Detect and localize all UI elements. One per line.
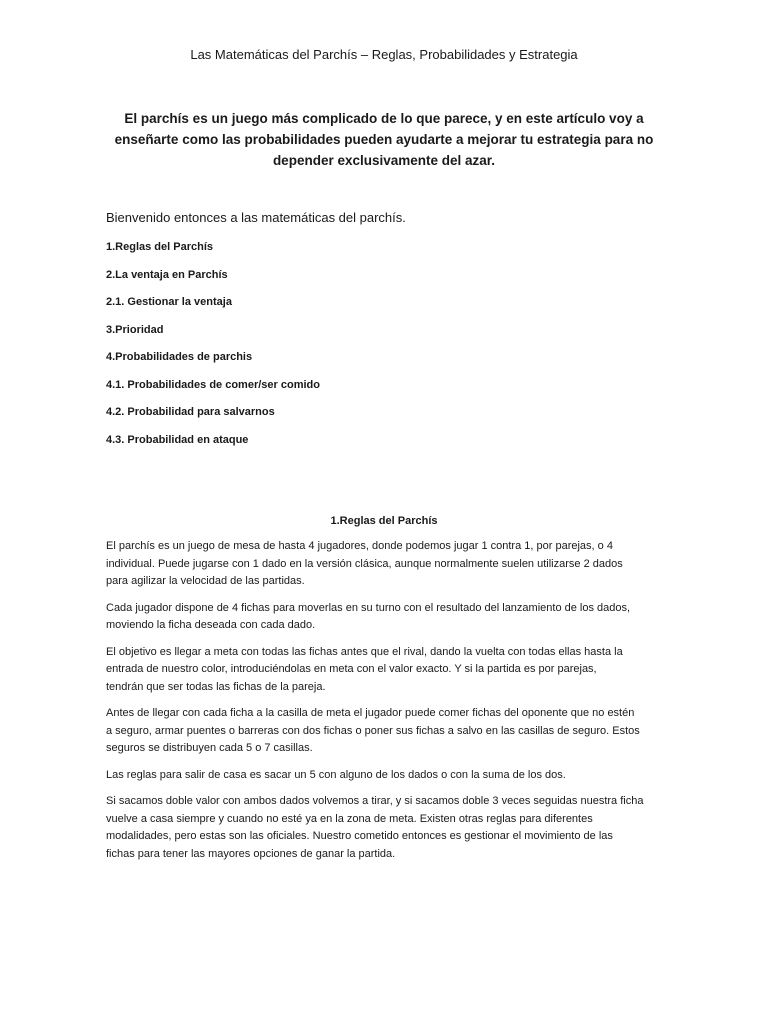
text-line: tendrán que ser todas las fichas de la pareja. xyxy=(106,680,326,693)
intro-paragraph xyxy=(110,108,658,171)
body-paragraph xyxy=(106,538,666,591)
text-line: vuelve a casa siempre y cuando no esté ya en la zona de meta. Existen otras reglas para diferentes xyxy=(106,812,593,825)
toc-item: 4.3. Probabilidad en ataque xyxy=(106,433,249,446)
text-line: El objetivo es llegar a meta con todas las fichas antes que el rival, dando la vuelta con todas ellas hasta la xyxy=(106,645,623,658)
text-line: Antes de llegar con cada ficha a la casilla de meta el jugador puede comer fichas del oponente que no estén xyxy=(106,707,635,719)
intro-line: depender exclusivamente del azar. xyxy=(272,153,496,168)
text-line: individual. Puede jugarse con 1 dado en la versión clásica, aunque normalmente suelen utilizarse 2 dados xyxy=(106,557,623,570)
text-line: a seguro, armar puentes o barreras con dos fichas o poner sus fichas a salvo en las casillas de seguro. Estos xyxy=(106,724,640,737)
intro-line: El parchís es un juego más complicado de lo que parece, y en este artículo voy a xyxy=(124,111,644,126)
body-paragraph xyxy=(106,644,666,697)
body-paragraph xyxy=(106,600,666,635)
welcome-text: Bienvenido entonces a las matemáticas del parchís. xyxy=(106,210,406,225)
text-line: moviendo la ficha deseada con cada dado. xyxy=(106,619,316,631)
text-line: Cada jugador dispone de 4 fichas para moverlas en su turno con el resultado del lanzamiento de los dados, xyxy=(106,601,631,614)
document-title: Las Matemáticas del Parchís – Reglas, Probabilidades y Estrategia xyxy=(190,47,578,62)
text-line: seguros se distribuyen cada 5 o 7 casillas. xyxy=(106,742,313,754)
intro-line: enseñarte como las probabilidades pueden ayudarte a mejorar tu estrategia para no xyxy=(114,132,654,147)
section-heading: 1.Reglas del Parchís xyxy=(330,515,438,527)
toc-item: 3.Prioridad xyxy=(106,323,164,336)
table-of-contents xyxy=(106,239,320,459)
text-line: modalidades, pero estas son las oficiales. Nuestro cometido entonces es gestionar el movimiento de las xyxy=(106,830,613,842)
text-line: fichas para tener las mayores opciones de ganar la partida. xyxy=(106,847,396,860)
toc-item: 4.2. Probabilidad para salvarnos xyxy=(106,406,275,418)
section-body xyxy=(106,538,666,872)
text-line: El parchís es un juego de mesa de hasta 4 jugadores, donde podemos jugar 1 contra 1, por parejas, o 4 xyxy=(106,540,613,552)
text-line: Las reglas para salir de casa es sacar un 5 con alguno de los dados o con la suma de los dos. xyxy=(106,768,566,781)
body-paragraph xyxy=(106,767,666,785)
toc-item: 1.Reglas del Parchís xyxy=(106,241,213,253)
text-line: para agilizar la velocidad de las partidas. xyxy=(106,575,305,587)
toc-item: 2.1. Gestionar la ventaja xyxy=(106,296,232,308)
toc-item: 4.Probabilidades de parchis xyxy=(106,351,253,363)
toc-item: 2.La ventaja en Parchís xyxy=(106,268,228,281)
toc-item: 4.1. Probabilidades de comer/ser comido xyxy=(106,378,320,391)
text-line: Si sacamos doble valor con ambos dados volvemos a tirar, y si sacamos doble 3 veces seguidas nuestra ficha xyxy=(106,795,644,807)
text-line: entrada de nuestro color, introduciéndolas en meta con el valor exacto. Y si la partida es por parejas, xyxy=(106,663,597,675)
body-paragraph xyxy=(106,705,666,758)
body-paragraph xyxy=(106,793,666,863)
